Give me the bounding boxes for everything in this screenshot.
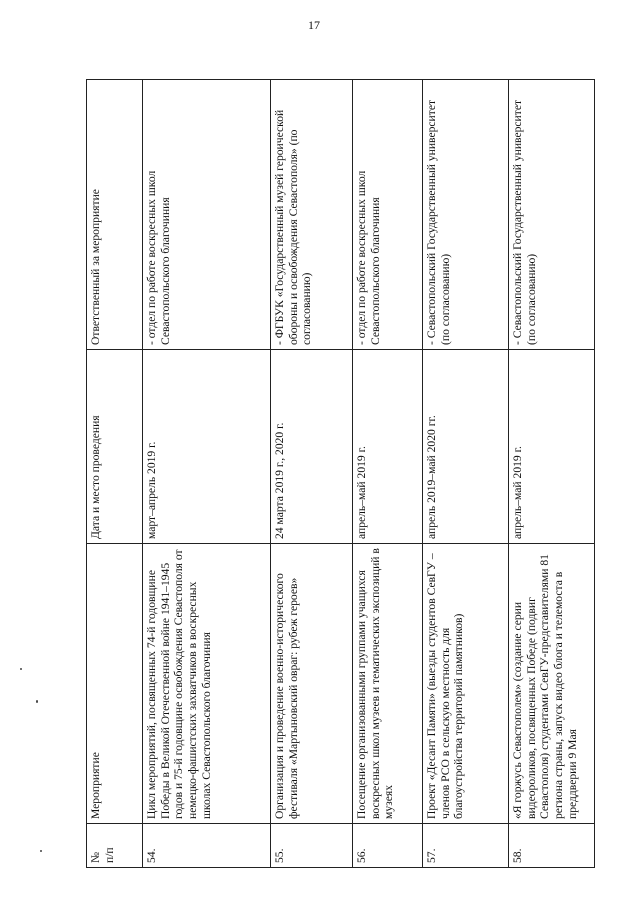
table-header-row <box>87 80 143 868</box>
row-event: «Я горжусь Севастополем» (создание серии видеороликов, посвященных Победе (подвиг Севастополя) студентами СевГУ-представителями 81 региона страны, запуск видео блога и телемоста в преддверии 9 Мая <box>509 544 595 824</box>
table-row <box>271 80 353 868</box>
row-date: апрель–май 2019 г. <box>509 350 595 544</box>
row-date: апрель–май 2019 г. <box>353 350 423 544</box>
table-row <box>143 80 271 868</box>
scan-speck <box>40 850 42 852</box>
scan-speck <box>20 668 22 670</box>
page-number: 17 <box>308 18 320 32</box>
table-row <box>353 80 423 868</box>
row-date: март–апрель 2019 г. <box>143 350 271 544</box>
row-responsible: - отдел по работе воскресных школ Севастопольского благочиния <box>353 80 423 350</box>
header-num: № п/п <box>87 824 143 868</box>
scan-speck <box>36 700 38 703</box>
row-num: 58. <box>509 824 595 868</box>
row-num: 55. <box>271 824 353 868</box>
header-date: Дата и место проведения <box>87 350 143 544</box>
header-event: Мероприятие <box>87 544 143 824</box>
row-num: 54. <box>143 824 271 868</box>
row-date: 24 марта 2019 г., 2020 г. <box>271 350 353 544</box>
header-responsible: Ответственный за мероприятие <box>87 80 143 350</box>
rotated-table-area <box>86 80 628 863</box>
row-responsible: - Севастопольский Государственный университет (по согласованию) <box>509 80 595 350</box>
row-num: 56. <box>353 824 423 868</box>
table-row <box>509 80 595 868</box>
row-num: 57. <box>423 824 509 868</box>
row-responsible: - Севастопольский Государственный университет (по согласованию) <box>423 80 509 350</box>
row-event: Посещение организованными группами учащихся воскресных школ музеев и тематических экспозиций в музеях <box>353 544 423 824</box>
events-table <box>86 79 595 868</box>
table-row <box>423 80 509 868</box>
row-responsible: - ФГБУК «Государственный музей героической обороны и освобождения Севастополя» (по согласованию) <box>271 80 353 350</box>
row-date: апрель 2019–май 2020 гг. <box>423 350 509 544</box>
row-event: Цикл мероприятий, посвященных 74-й годовщине Победы в Великой Отечественной войне 1941–1945 годов и 75-й годовщине освобождения Севастополя от немецко-фашистских захватчиков в воскресных школах Севастопольского благочиния <box>143 544 271 824</box>
rotated-table-frame <box>86 80 594 868</box>
row-responsible: - отдел по работе воскресных школ Севастопольского благочиния <box>143 80 271 350</box>
row-event: Проект «Десант Памяти» (выезды студентов СевГУ – членов РСО в сельскую местность для благоустройства территорий памятников) <box>423 544 509 824</box>
row-event: Организация и проведение военно-исторического фестиваля «Мартыновский овраг: рубеж героев» <box>271 544 353 824</box>
